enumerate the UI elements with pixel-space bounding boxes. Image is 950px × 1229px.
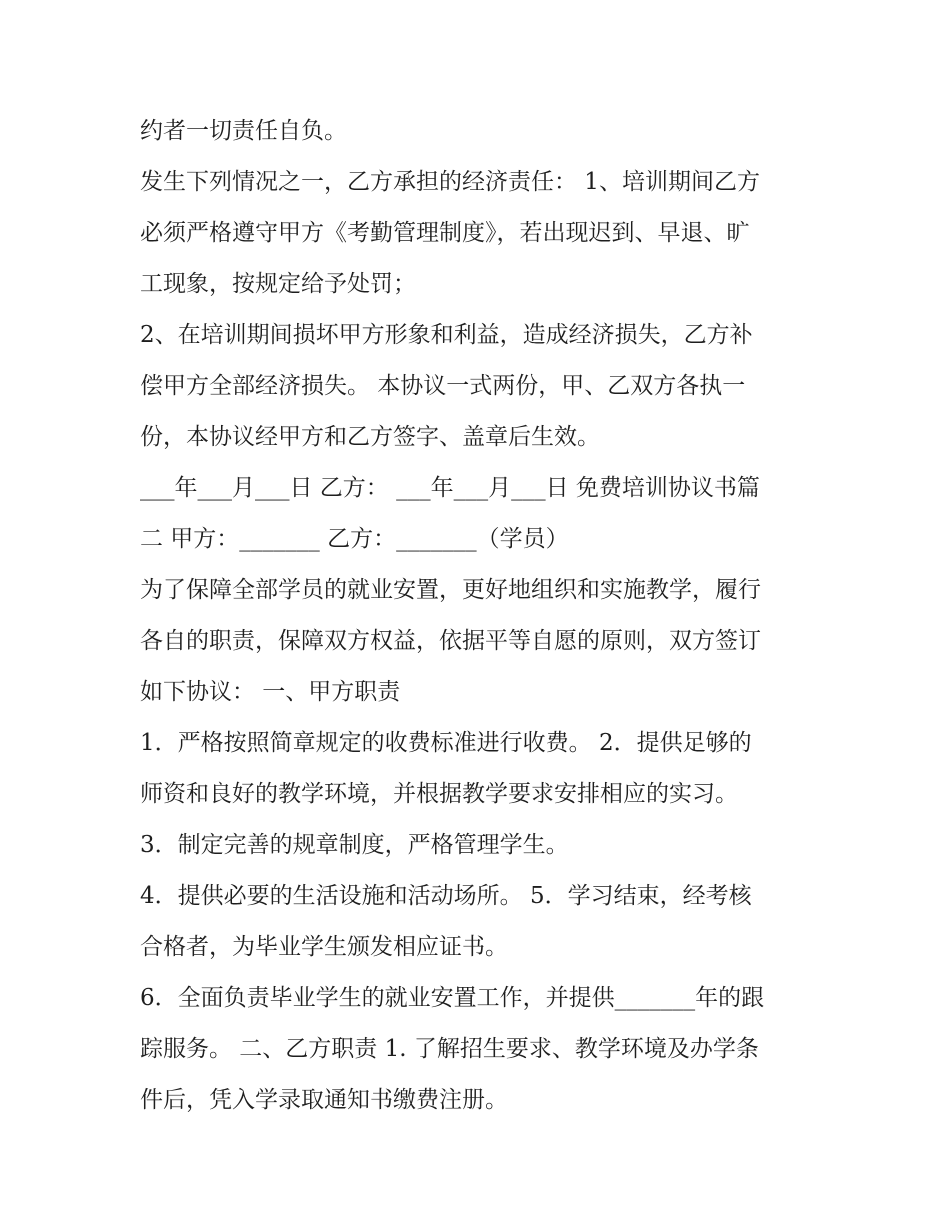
text-line: 踪服务。 二、乙方职责 1. 了解招生要求、教学环境及办学条 [140,1036,759,1062]
text-line: 件后，凭入学录取通知书缴费注册。 [140,1087,508,1113]
text-line: 师资和良好的教学环境，并根据教学要求安排相应的实习。 [140,781,738,807]
text-line: 约者一切责任自负。 [140,118,347,144]
text-line: 合格者，为毕业学生颁发相应证书。 [140,934,508,960]
text-line: 发生下列情况之一，乙方承担的经济责任： 1、培训期间乙方 [140,169,760,195]
text-line: ___年___月___日 乙方： ___年___月___日 免费培训协议书篇 [140,475,760,501]
text-line: 工现象，按规定给予处罚； [140,271,416,297]
text-line: 必须严格遵守甲方《考勤管理制度》，若出现迟到、早退、旷 [140,220,750,246]
document-body [140,106,820,1126]
text-line: 4．提供必要的生活设施和活动场所。 5．学习结束，经考核 [140,883,752,909]
text-line: 各自的职责，保障双方权益，依据平等自愿的原则，双方签订 [140,628,761,654]
text-line: 份，本协议经甲方和乙方签字、盖章后生效。 [140,424,600,450]
text-line: 二 甲方：_______ 乙方：_______（学员） [140,526,569,552]
text-line: 为了保障全部学员的就业安置，更好地组织和实施教学，履行 [140,577,761,603]
text-line: 6．全面负责毕业学生的就业安置工作，并提供_______年的跟 [140,985,765,1011]
text-line: 偿甲方全部经济损失。 本协议一式两份，甲、乙双方各执一 [140,373,746,399]
text-line: 3．制定完善的规章制度，严格管理学生。 [140,832,569,858]
text-line: 2、在培训期间损坏甲方形象和利益，造成经济损失，乙方补 [140,322,753,348]
text-line: 1．严格按照简章规定的收费标准进行收费。 2．提供足够的 [140,730,752,756]
text-line: 如下协议： 一、甲方职责 [140,679,401,705]
